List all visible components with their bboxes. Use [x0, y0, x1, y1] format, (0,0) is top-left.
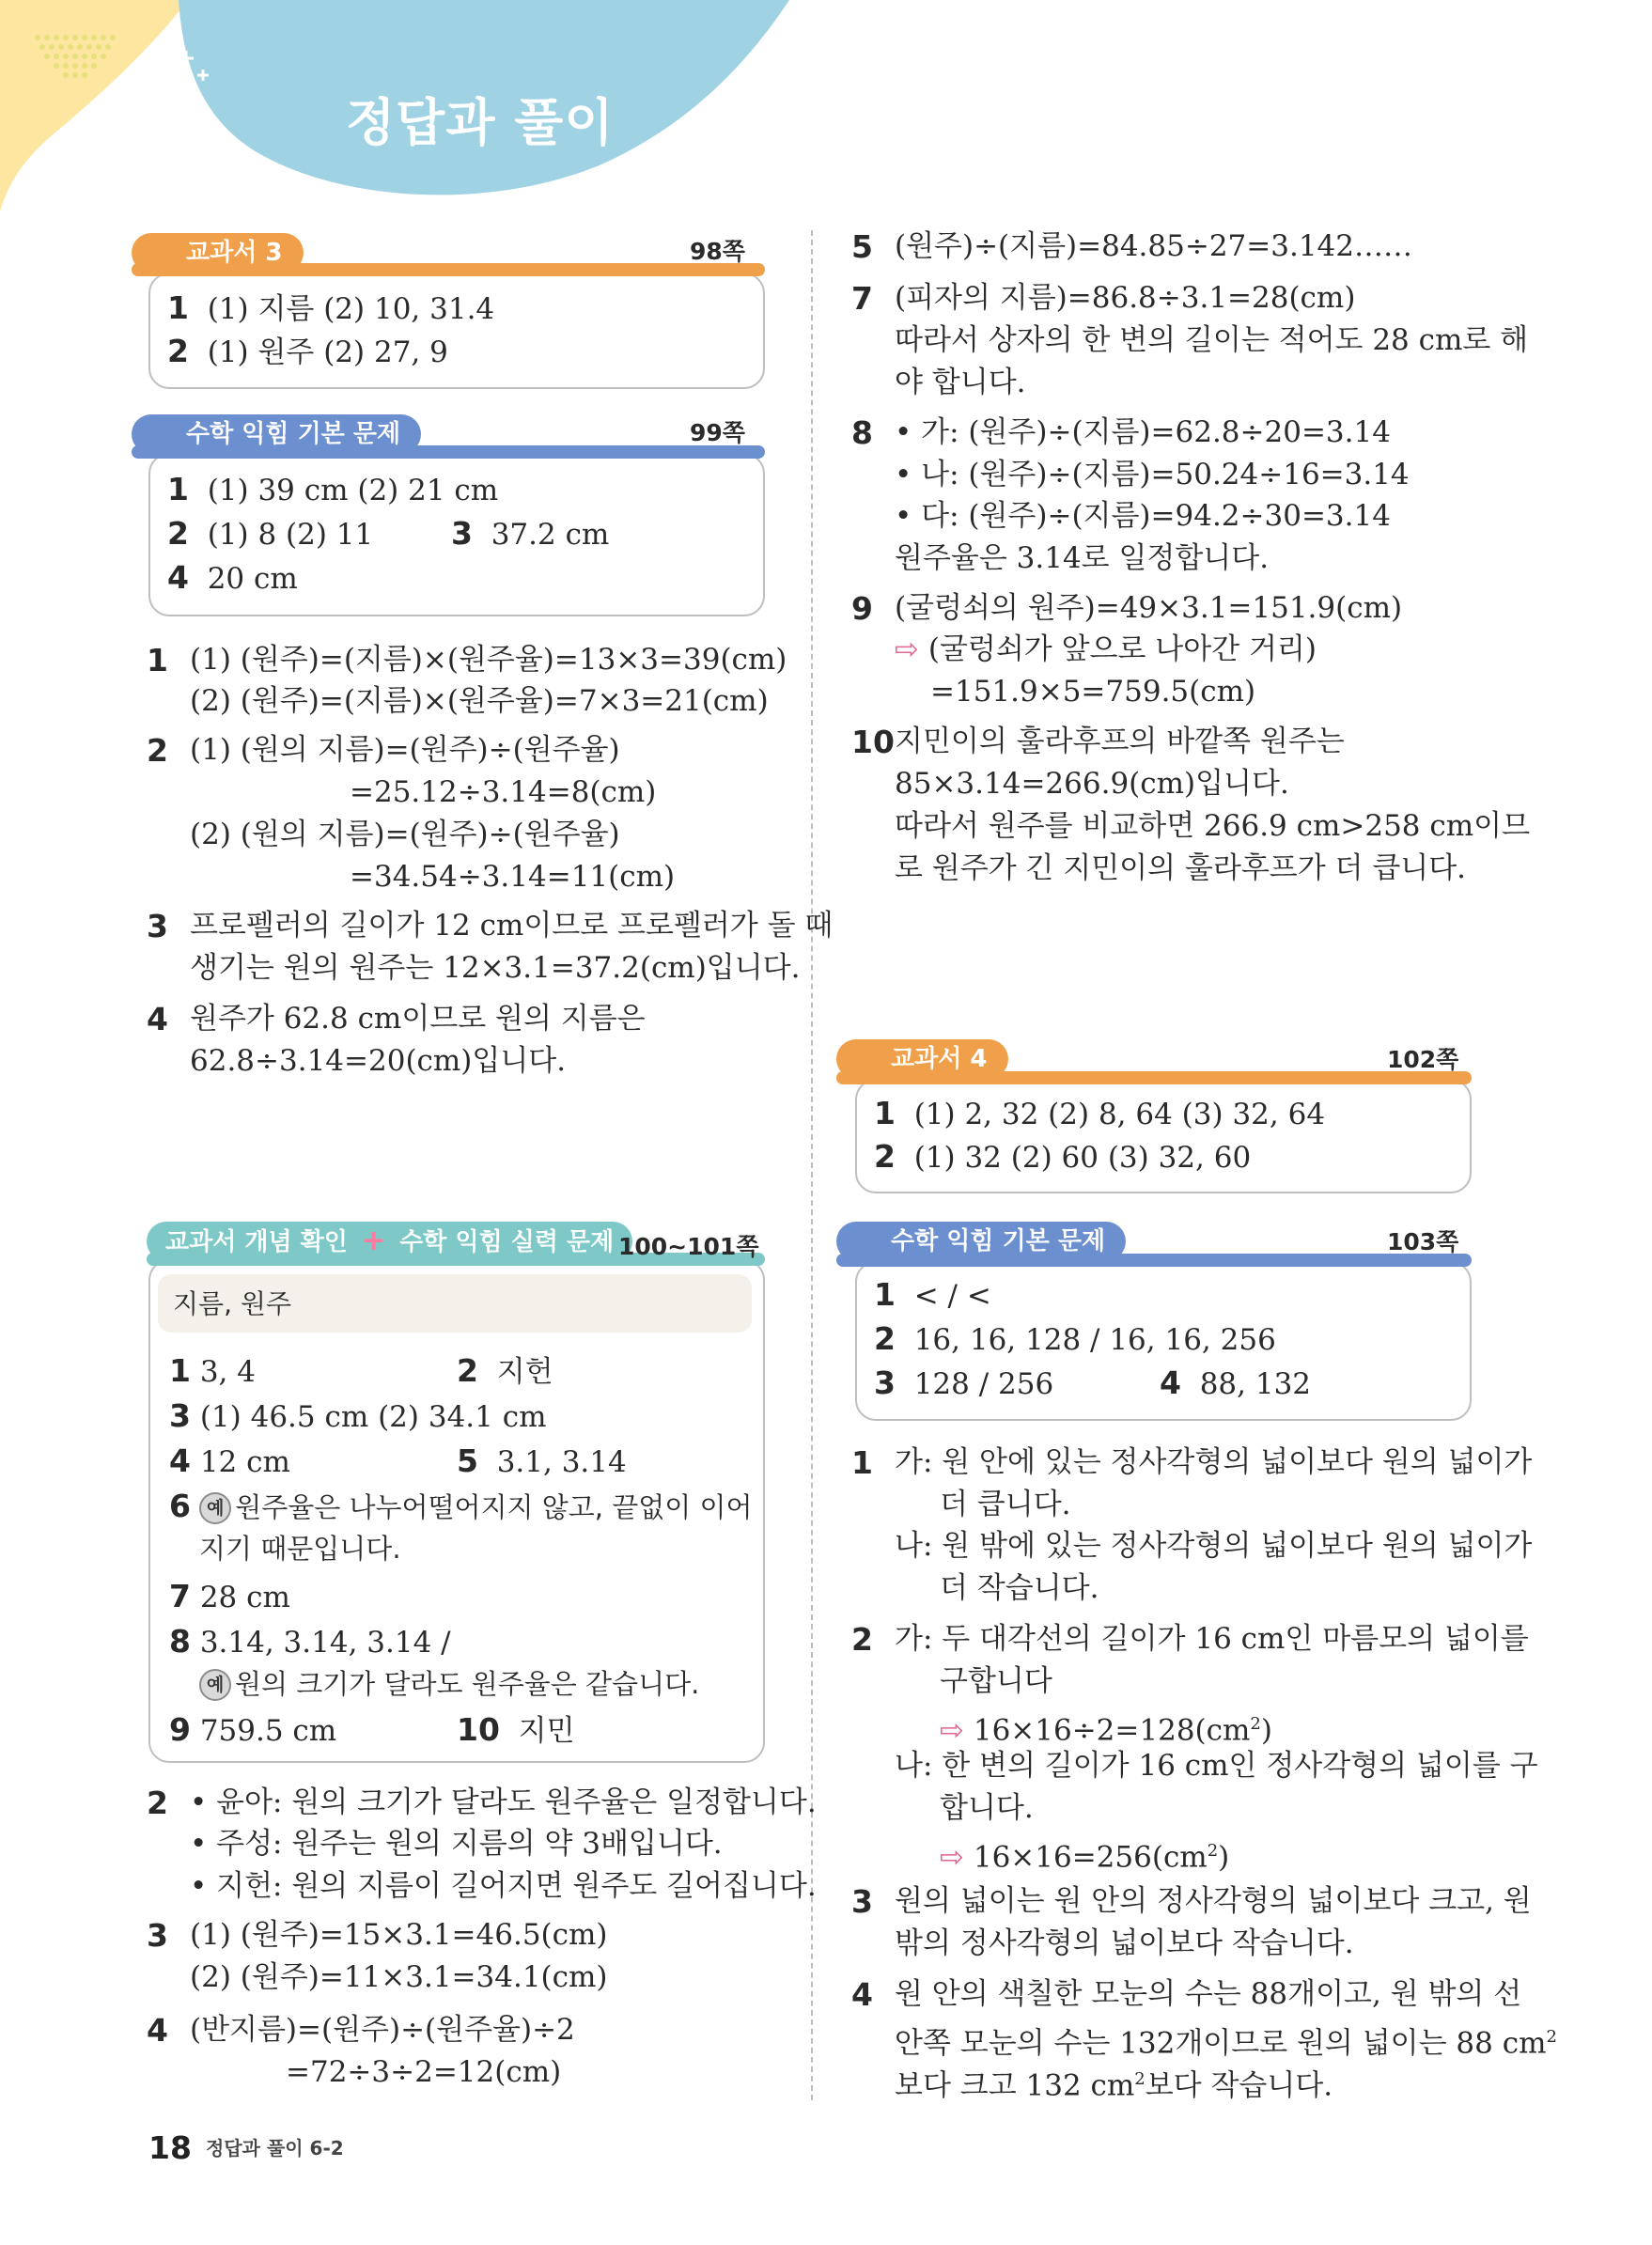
- answer-line: 1 (1) 지름 (2) 10, 31.4: [167, 289, 495, 326]
- explanation-line: 62.8÷3.14=20(cm)입니다.: [190, 1044, 567, 1078]
- tab-concept-check: 교과서 개념 확인 + 수학 익힘 실력 문제: [147, 1222, 632, 1261]
- explanation-line: (2) (원의 지름)=(원주)÷(원주율): [190, 818, 620, 851]
- explanation-line: 보다 크고 132 $cm^2$보다 작습니다.: [895, 2068, 1333, 2103]
- explanation-line: 더 작습니다.: [940, 1571, 1099, 1605]
- explanation-line: • 나: (원주)÷(지름)=50.24÷16=3.14: [895, 458, 1410, 491]
- explanation-line: =72÷3÷2=12(cm): [286, 2055, 562, 2089]
- answer-line: 1 (1) 2, 32 (2) 8, 64 (3) 32, 64: [874, 1095, 1326, 1131]
- explanation-line: • 지헌: 원의 지름이 길어지면 원주도 길어집니다.: [190, 1869, 817, 1903]
- explanation-number: 8: [851, 414, 873, 451]
- explanation-line: 더 큽니다.: [940, 1488, 1071, 1521]
- explanation-line: 생기는 원의 원주는 12×3.1=37.2(cm)입니다.: [190, 951, 801, 985]
- explanation-line: ⇨ $16\times 16\div 2=128(cm^2)$: [940, 1713, 1272, 1748]
- answer-line: 1 (1) 39 cm (2) 21 cm: [167, 471, 499, 507]
- answer-line: 2 16, 16, 128 / 16, 16, 256: [874, 1320, 1276, 1357]
- explanation-number: 5: [851, 228, 873, 265]
- answer-line: 4 20 cm: [167, 559, 298, 596]
- explanation-line: 밖의 정사각형의 넓이보다 작습니다.: [895, 1926, 1354, 1960]
- explanation-line: =151.9×5=759.5(cm): [930, 675, 1256, 709]
- page-ref-103: 103쪽: [1387, 1228, 1459, 1255]
- explanation-line: 안쪽 모눈의 수는 132개이므로 원의 넓이는 88 $cm^2$: [895, 2026, 1557, 2061]
- answer-line: 4 88, 132: [1160, 1364, 1312, 1401]
- explanation-line: (1) (원의 지름)=(원주)÷(원주율): [190, 733, 620, 767]
- explanation-line: 원 안의 색칠한 모눈의 수는 88개이고, 원 밖의 선: [895, 1977, 1522, 2011]
- explanation-line: (원주)÷(지름)=84.85÷27=3.142……: [895, 229, 1412, 263]
- answer-line: 10 지민: [457, 1711, 575, 1748]
- page-number: 18: [148, 2129, 192, 2166]
- explanation-line: (반지름)=(원주)÷(원주율)÷2: [190, 2013, 575, 2047]
- answer-line: 3 128 / 256: [874, 1364, 1054, 1401]
- explanation-line: 야 합니다.: [895, 366, 1026, 399]
- page-ref-98: 98쪽: [690, 238, 745, 265]
- answer-line: 지기 때문입니다.: [199, 1533, 401, 1565]
- explanation-line: 프로펠러의 길이가 12 cm이므로 프로펠러가 돌 때: [190, 909, 834, 943]
- explanation-line: ⇨ (굴렁쇠가 앞으로 나아간 거리): [895, 632, 1317, 666]
- answer-line: 2 (1) 원주 (2) 27, 9: [167, 333, 448, 369]
- answer-line: 1 < / <: [874, 1276, 991, 1313]
- explanation-line: (2) (원주)=11×3.1=34.1(cm): [190, 1960, 608, 1994]
- arrow-icon: ⇨: [895, 632, 919, 666]
- example-badge: 예: [199, 1669, 231, 1701]
- page-ref-102: 102쪽: [1387, 1046, 1459, 1073]
- arrow-icon: ⇨: [940, 1713, 964, 1748]
- answer-line: 8 3.14, 3.14, 3.14 /: [169, 1623, 451, 1660]
- explanation-number: 3: [147, 908, 168, 944]
- explanation-line: 원의 넓이는 원 안의 정사각형의 넓이보다 크고, 원: [895, 1884, 1532, 1918]
- answer-line: 4 12 cm: [169, 1442, 290, 1479]
- answer-line: 9 759.5 cm: [169, 1711, 337, 1748]
- explanation-line: =25.12÷3.14=8(cm): [350, 775, 657, 809]
- answer-line: 2 지헌: [457, 1352, 553, 1389]
- explanation-line: 구합니다: [940, 1664, 1052, 1698]
- header-background: [0, 0, 1652, 226]
- answer-line: 7 28 cm: [169, 1578, 290, 1614]
- tab-textbook-3: 교과서 3: [132, 233, 304, 273]
- explanation-line: 85×3.14=266.9(cm)입니다.: [895, 767, 1289, 801]
- explanation-line: ⇨ $16\times 16=256(cm^2)$: [940, 1840, 1230, 1875]
- explanation-line: (1) (원주)=15×3.1=46.5(cm): [190, 1918, 608, 1952]
- explanation-number: 4: [851, 1976, 873, 2013]
- explanation-line: 가: 두 대각선의 길이가 16 cm인 마름모의 넓이를: [895, 1622, 1529, 1656]
- answer-line: 3 (1) 46.5 cm (2) 34.1 cm: [169, 1397, 547, 1434]
- explanation-number: 10: [851, 724, 895, 760]
- tab-textbook-4: 교과서 4: [836, 1039, 1008, 1079]
- explanation-line: 가: 원 안에 있는 정사각형의 넓이보다 원의 넓이가: [895, 1445, 1533, 1479]
- explanation-line: (2) (원주)=(지름)×(원주율)=7×3=21(cm): [190, 684, 769, 718]
- answer-line: 2 (1) 32 (2) 60 (3) 32, 60: [874, 1138, 1252, 1175]
- explanation-line: 합니다.: [940, 1791, 1034, 1825]
- explanation-line: (피자의 지름)=86.8÷3.1=28(cm): [895, 281, 1356, 315]
- plus-icon: +: [361, 1224, 386, 1257]
- tab-basic-problems: 수학 익힘 기본 문제: [836, 1222, 1126, 1261]
- explanation-line: 따라서 원주를 비교하면 266.9 cm>258 cm이므: [895, 809, 1531, 843]
- explanation-number: 3: [851, 1883, 873, 1920]
- explanation-line: 로 원주가 긴 지민이의 훌라후프가 더 큽니다.: [895, 851, 1467, 885]
- answer-line: 6 예 원주율은 나누어떨어지지 않고, 끝없이 이어: [169, 1488, 753, 1524]
- book-title: 정답과 풀이 6-2: [206, 2137, 344, 2159]
- answer-line: 3 37.2 cm: [451, 515, 610, 552]
- explanation-line: 지민이의 훌라후프의 바깥쪽 원주는: [895, 725, 1345, 758]
- page-ref-99: 99쪽: [690, 419, 745, 446]
- explanation-line: 원주율은 3.14로 일정합니다.: [895, 541, 1270, 575]
- explanation-number: 2: [851, 1621, 873, 1658]
- page-title: 정답과 풀이: [346, 93, 615, 152]
- explanation-line: (굴렁쇠의 원주)=49×3.1=151.9(cm): [895, 591, 1403, 625]
- explanation-number: 4: [147, 1001, 168, 1037]
- explanation-number: 3: [147, 1917, 168, 1954]
- explanation-number: 2: [147, 1785, 168, 1821]
- concept-text: 지름, 원주: [173, 1288, 291, 1319]
- page-ref-100-101: 100~101쪽: [618, 1233, 759, 1260]
- explanation-number: 1: [147, 642, 168, 678]
- explanation-number: 4: [147, 2012, 168, 2049]
- answer-line: 1 3, 4: [169, 1352, 256, 1389]
- answer-line: 2 (1) 8 (2) 11: [167, 515, 374, 552]
- answer-line: 예 원의 크기가 달라도 원주율은 같습니다.: [199, 1663, 699, 1706]
- explanation-line: • 주성: 원주는 원의 지름의 약 3배입니다.: [190, 1827, 723, 1861]
- explanation-line: (1) (원주)=(지름)×(원주율)=13×3=39(cm): [190, 643, 787, 677]
- explanation-number: 7: [851, 280, 873, 317]
- explanation-line: • 가: (원주)÷(지름)=62.8÷20=3.14: [895, 415, 1391, 449]
- explanation-line: 원주가 62.8 cm이므로 원의 지름은: [190, 1002, 646, 1036]
- explanation-line: • 윤아: 원의 크기가 달라도 원주율은 일정합니다.: [190, 1785, 817, 1819]
- explanation-line: • 다: (원주)÷(지름)=94.2÷30=3.14: [895, 499, 1391, 533]
- explanation-number: 2: [147, 732, 168, 769]
- example-badge: 예: [199, 1492, 231, 1524]
- explanation-line: =34.54÷3.14=11(cm): [350, 860, 676, 894]
- explanation-line: 나: 원 밖에 있는 정사각형의 넓이보다 원의 넓이가: [895, 1529, 1533, 1563]
- arrow-icon: ⇨: [940, 1840, 964, 1875]
- page-footer: [148, 2129, 344, 2166]
- explanation-line: 나: 한 변의 길이가 16 cm인 정사각형의 넓이를 구: [895, 1749, 1538, 1783]
- tab-basic-problems: 수학 익힘 기본 문제: [132, 414, 421, 454]
- explanation-number: 9: [851, 590, 873, 627]
- answer-line: 5 3.1, 3.14: [457, 1442, 627, 1479]
- explanation-line: 따라서 상자의 한 변의 길이는 적어도 28 cm로 해: [895, 323, 1529, 357]
- explanation-number: 1: [851, 1444, 873, 1481]
